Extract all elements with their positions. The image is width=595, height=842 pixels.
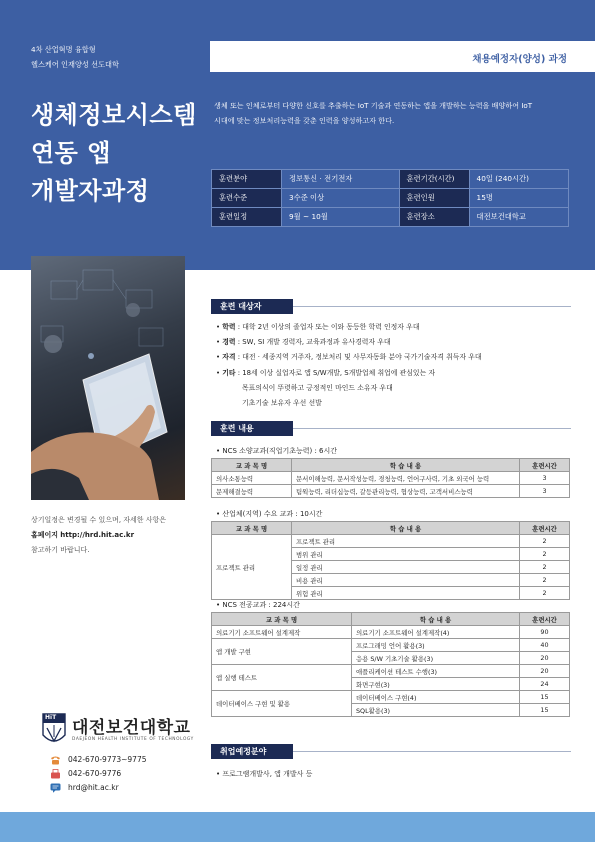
table-row: 비용 관리 2 [212,574,570,587]
university-name: 대전보건대학교 [72,718,191,738]
section-target-header: 훈련 대상자 [211,299,571,314]
info-value: 15명 [469,189,568,208]
table-row: 프로젝트 관리 프로젝트 관리 2 [212,535,570,548]
table-row: 화면구현(3) 24 [212,678,570,691]
fax-number[interactable]: 042-670-9776 [68,769,122,778]
hand-tech-photo [31,256,185,500]
info-value: 3수준 이상 [282,189,400,208]
fax-icon [50,769,61,779]
crest-badge: HiT [45,714,57,721]
info-key: 훈련인원 [399,189,469,208]
info-key: 훈련수준 [212,189,282,208]
ncs-basic-table: 교 과 목 명 학 습 내 용 훈련시간 의사소통능력 문서이해능력, 문서작성능력, 경청능력, 언어구사력, 기초 외국어 능력 3 문제해결능력 팀웍능력, 리더십능력, 갈등관리능력, 협상능력, 고객서비스능력 3 [211,458,570,498]
chat-bubble-icon [50,783,61,793]
industry-table: 교 과 목 명 학 습 내 용 훈련시간 프로젝트 관리 프로젝트 관리 2 범위 관리 2 일정 관리 2 비용 관리 2 위험 관리 2 [211,521,570,600]
table-row: 의료기기 소프트웨어 설계제작 의료기기 소프트웨어 설계제작(4) 90 [212,626,570,639]
info-key: 훈련장소 [399,208,469,227]
phone-number[interactable]: 042-670-9773~9775 [68,755,147,764]
university-logo [42,713,212,749]
ncs-major-title: • NCS 전공교과 : 224시간 [216,601,300,609]
info-key: 훈련일정 [212,208,282,227]
info-key: 훈련분야 [212,170,282,189]
table-row: 앱 실행 테스트 애플리케이션 테스트 수행(3) 20 [212,665,570,678]
footer-band [0,812,595,842]
table-row: 문제해결능력 팀웍능력, 리더십능력, 갈등관리능력, 협상능력, 고객서비스능력 3 [212,485,570,498]
photo-illustration [31,256,185,500]
course-description: 생체 또는 인체로부터 다양한 신호를 추출하는 IoT 기술과 연동하는 앱을 개발하는 능력을 배양하여 IoT 시대에 맞는 정보처리능력을 갖춘 인력을 양성하고자 한다. [214,101,533,125]
email-address[interactable]: hrd@hit.ac.kr [68,783,119,792]
ncs-basic-title: • NCS 소양교과(직업기초능력) : 6시간 [216,447,338,455]
course-title: 생체정보시스템 연동 앱 개발자과정 [31,101,197,205]
section-job-header: 취업예정분야 [211,744,571,759]
homepage-link[interactable]: http://hrd.hit.ac.kr [60,531,135,539]
info-value: 정보통신 · 전기전자 [282,170,400,189]
schedule-note: 상기일정은 변경될 수 있으며, 자세한 사항은 홈페이지 http://hrd.hit.ac.kr 참고하기 바랍니다. [31,516,167,554]
table-row: 위험 관리 2 [212,587,570,600]
table-row: 범위 관리 2 [212,548,570,561]
table-row: 앱 개발 구현 프로그래밍 언어 활용(3) 40 [212,639,570,652]
table-row: 일정 관리 2 [212,561,570,574]
info-key: 훈련기간(시간) [399,170,469,189]
job-fields: • 프로그램개발사, 앱 개발사 등 [216,770,313,778]
table-row: 응용 S/W 기초기술 활용(3) 20 [212,652,570,665]
university-english-name: DAEJEON HEALTH INSTITUTE OF TECHNOLOGY [72,737,194,742]
phone-icon [50,755,61,765]
industry-title: • 산업체(지역) 수요 교과 : 10시간 [216,510,323,518]
target-item-etc: • 기타 : 18세 이상 실업자로 앱 S/W개발, S개발업체 취업에 관심있는 자 [216,368,436,377]
target-item-education: • 학력 : 대학 2년 이상의 졸업자 또는 이와 동등한 학력 인정자 우대 [216,323,420,331]
section-content-header: 훈련 내용 [211,421,571,436]
target-list: • 학력 : 대학 2년 이상의 졸업자 또는 이와 동등한 학력 인정자 우대 • 경력 : SW, SI 개발 경력자, 교육과정과 유사경력자 우대 • 자격 : 대전 · 세종지역 거주자, 정보처리 및 사무자동화 분야 국가기술자격 취득자 우대 • 기타 : 18세 이상 실업자로 앱 S/W개발, S개발업체 취업에 관심있는 자 목표의식이 뚜렷하고 긍정적인 마인드 소유자 우대 기초기술 보유자 우선 선발 [216,320,482,411]
info-value: 9월 ~ 10월 [282,208,400,227]
table-row: 데이터베이스 구현 및 활용 데이터베이스 구현(4) 15 [212,691,570,704]
target-item-qualification: • 자격 : 대전 · 세종지역 거주자, 정보처리 및 사무자동화 분야 국가기술자격 취득자 우대 [216,353,482,362]
course-info-table [211,169,569,227]
table-row: SQL활용(3) 15 [212,704,570,717]
target-item-career: • 경력 : SW, SI 개발 경력자, 교육과정과 유사경력자 우대 [216,338,391,347]
course-type-ribbon [210,42,595,72]
ncs-major-table: 교 과 목 명 학 습 내 용 훈련시간 의료기기 소프트웨어 설계제작 의료기기 소프트웨어 설계제작(4) 90 앱 개발 구현 프로그래밍 언어 활용(3) 40 응용 S/W 기초기술 활용(3) 20 앱 실행 테스트 애플리케이션 테스트 수행(3) 20 화면구현(3) 24 데이터베이스 구현 및 활용 데이터베이스 구현(4) 15 SQL활용(3) 15 [211,612,570,717]
info-value: 40일 (240시간) [469,170,568,189]
course-type-label: 채용예정자(양성) 과정 [472,54,567,65]
table-row: 의사소통능력 문서이해능력, 문서작성능력, 경청능력, 언어구사력, 기초 외국어 능력 3 [212,472,570,485]
info-value: 대전보건대학교 [469,208,568,227]
organization-tagline: 4차 산업혁명 융합형 헬스케어 인재양성 선도대학 [31,45,119,69]
